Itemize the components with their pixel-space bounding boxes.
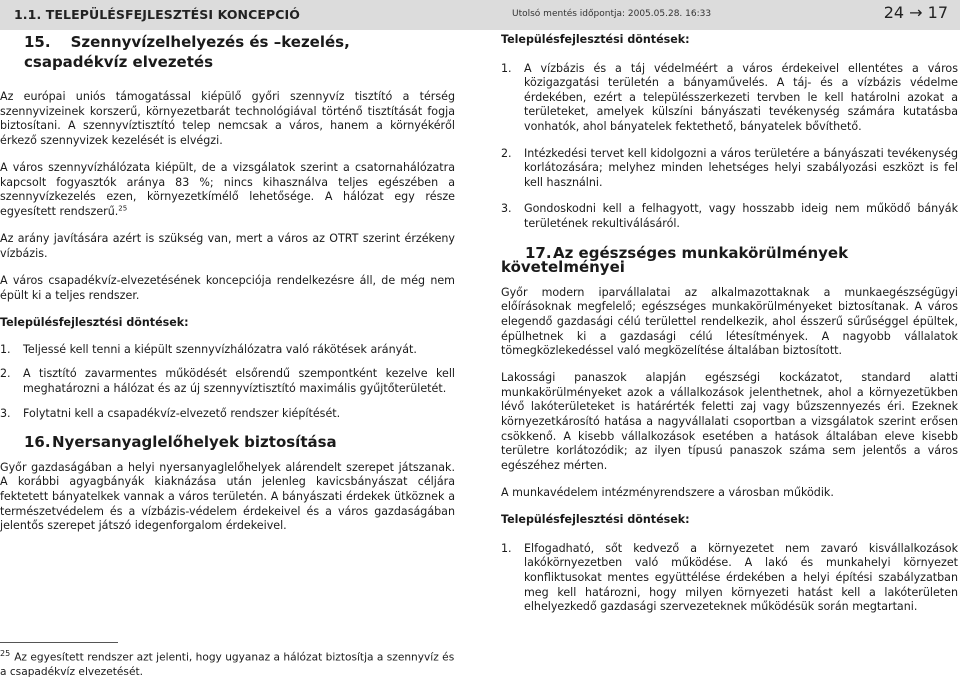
decision-item bbox=[0, 343, 455, 358]
paragraph-sewage-network bbox=[0, 161, 455, 219]
decisions-heading-17: Településfejlesztési döntések: bbox=[501, 513, 690, 527]
decision-number: 1. bbox=[501, 61, 512, 75]
decision-text: Folytatni kell a csapadékvíz-elvezető rendszer kiépítését. bbox=[23, 406, 341, 420]
decision-text: Elfogadható, sőt kedvező a környezetet nem zavaró kisvállalkozások lakókörnyezetben való működése. A lakó és munkahelyi környezet konfliktusokat mentes együttélése érdekében a helyi építési szabályzatban meg kell határozni, hogy milyen környezeti hatást kell a lakóterületen elhelyezkedő gazdasági szervezeteknek működésük során megtartani. bbox=[524, 541, 958, 614]
decision-number: 2. bbox=[0, 367, 11, 381]
section-16-title: Nyersanyaglelőhelyek biztosítása bbox=[52, 433, 337, 452]
decision-item bbox=[501, 202, 958, 231]
section-16-number: 16. bbox=[24, 433, 51, 452]
footnote-mark: 25 bbox=[0, 649, 11, 658]
decision-text: Gondoskodni kell a felhagyott, vagy hosszabb ideig nem működő bányák területének rekultiválásáról. bbox=[524, 202, 958, 230]
paragraph-sewage-plant: Az európai uniós támogatással kiépülő győri szennyvíz tisztító a térség szennyvizeinek korszerű, környezetbarát technológiával történő tisztítását fogja biztosítani. A szennyvíztisztító telep nemcsak a város, hanem a környékéről érkező szennyvizek kezelését is elvégzi. bbox=[0, 90, 455, 147]
header-saved-date: Utolsó mentés időpontja: 2005.05.28. 16:33 bbox=[512, 9, 712, 19]
decision-text: A tisztító zavarmentes működését elsőrendű szempontként kezelve kell meghatározni a hálózat és az új szennyvíztisztító maximális gyűjtőterületét. bbox=[23, 367, 455, 396]
decision-number: 1. bbox=[501, 541, 512, 555]
paragraph-sewage-network-text: A város szennyvízhálózata kiépült, de a vizsgálatok szerint a csatornahálózatra kapcsolt fogyasztók aránya 83 %; nincs kihasználva teljes egészében a szennyvízkezelés ezen, környezetkímélő lehetősége. A hálózat egy része egyesített rendszerű. bbox=[0, 161, 455, 218]
page-header bbox=[0, 0, 960, 30]
decision-number: 3. bbox=[501, 202, 512, 216]
paragraph-ratio: Az arány javítására azért is szükség van, mert a város az OTRT szerint érzékeny vízbázis. bbox=[0, 232, 455, 260]
paragraph-work-conditions: Győr modern iparvállalatai az alkalmazottaknak a munkaegészségügyi előírásoknak megfelelő; egészséges munkakörülményeket biztosítanak. A város elegendő gazdasági célú területtel rendelkezik, ahol ésszerű sűrűséggel épültek, épülhetnek ki a gazdasági célú létesítmények. A nagyobb vállalatok tömegközlekedéssel való megközelítése általában biztosított. bbox=[501, 285, 958, 358]
decision-item bbox=[0, 407, 455, 422]
decision-item bbox=[501, 62, 958, 135]
decision-item bbox=[501, 542, 958, 615]
header-title: 1.1. TELEPÜLÉSFEJLESZTÉSI KONCEPCIÓ bbox=[14, 7, 301, 22]
section-15-heading bbox=[24, 33, 439, 72]
section-17-title: Az egészséges munkakörülmények követelményei bbox=[501, 243, 849, 277]
decision-item bbox=[0, 367, 455, 396]
left-column bbox=[0, 33, 455, 534]
paragraph-complaints: Lakossági panaszok alapján egészségi kockázatot, standard alatti munkakörülményeket azok a vállalkozások jelenthetnek, ahol a környezetükben lévő lakóterületeket is határérték feletti zaj vagy bűzszennyezés éri. Ezeknek környezetkárosító hatása a nagyvállalati csoportban a vizsgálatok szerint erősen csökkenő. A kisebb vállalkozások esetében a hatások általában eleve kisebb területre korlátozódik; az ilyen típusú panaszok száma sem jelentős a város egészéhez mérten. bbox=[501, 371, 958, 472]
paragraph-rainwater: A város csapadékvíz-elvezetésének koncepciója rendelkezésre áll, de még nem épült ki a teljes rendszer. bbox=[0, 273, 455, 302]
section-16-heading bbox=[0, 435, 455, 450]
paragraph-raw-materials: Győr gazdaságában a helyi nyersanyaglelőhelyek alárendelt szerepet játszanak. A korábbi agyagbányák kiaknázása után jelenleg kavicsbányászat céljára fektetett bányatelkek vannak a város területén. A bányászati érdekek ütköznek a természetvédelem és a vízbázis-védelem érdekeivel és a város gazdaságában jelentős szerepet játszó idegenforgalom érdekeivel. bbox=[0, 460, 455, 533]
decision-text: A vízbázis és a táj védelméért a város érdekeivel ellentétes a város közigazgatási területén a bányaművelés. A táj- és a vízbázis védelme érdekében, ezért a településszerkezeti tervben le kell határolni azokat a területeket, amelyek külszíni bányászati tevékenység számára kutatásba vonhatók, ahol bányatelek fektethető, bányatelek bővíthető. bbox=[524, 61, 958, 133]
section-15-number: 15. bbox=[24, 33, 51, 51]
arrow-icon: → bbox=[909, 3, 923, 22]
page-to: 17 bbox=[927, 3, 948, 22]
decisions-heading-16: Településfejlesztési döntések: bbox=[501, 33, 690, 46]
footnote-reference[interactable]: 25 bbox=[118, 204, 128, 213]
page-from: 24 bbox=[883, 3, 905, 22]
paragraph-labour-safety: A munkavédelem intézményrendszere a városban működik. bbox=[501, 486, 834, 500]
decision-number: 1. bbox=[0, 342, 11, 356]
right-column bbox=[501, 33, 958, 623]
decisions-heading-15: Településfejlesztési döntések: bbox=[0, 315, 189, 329]
decision-item bbox=[501, 147, 958, 191]
section-17-number: 17. bbox=[525, 243, 552, 262]
section-15-title: Szennyvízelhelyezés és –kezelés, csapadékvíz elvezetés bbox=[24, 33, 350, 71]
footnote bbox=[0, 647, 455, 680]
decision-number: 3. bbox=[0, 406, 11, 420]
header-page-numbers bbox=[884, 3, 948, 22]
footnote-divider bbox=[0, 642, 118, 643]
decision-text: Teljessé kell tenni a kiépült szennyvízhálózatra való rákötések arányát. bbox=[23, 342, 417, 356]
section-17-heading bbox=[501, 243, 958, 277]
decision-text: Intézkedési tervet kell kidolgozni a város területére a bányászati tevékenység korlátozására; melyhez minden lehetséges helyi szabályozási eszközt is fel kell használni. bbox=[524, 146, 958, 189]
decision-number: 2. bbox=[501, 146, 512, 160]
footnote-text: Az egyesített rendszer azt jelenti, hogy ugyanaz a hálózat biztosítja a szennyvíz és a csapadékvíz elvezetését. bbox=[0, 651, 455, 679]
